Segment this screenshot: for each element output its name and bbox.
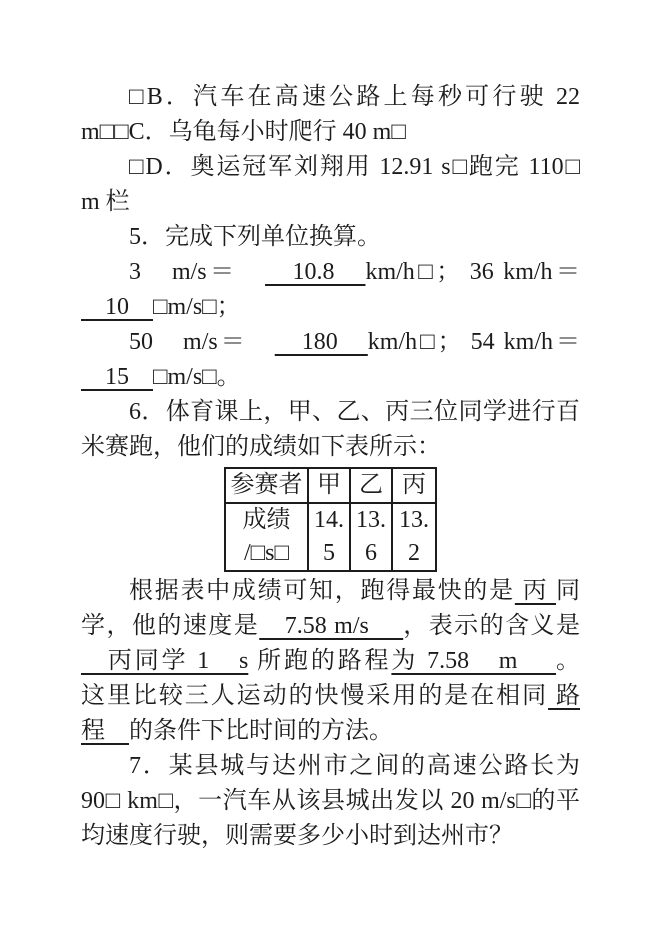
table-row-label: [225, 503, 308, 571]
line-q6-method: [81, 679, 580, 714]
text-run: 米赛跑，他们的成绩如下表所示：: [81, 434, 441, 460]
text-run: ，表示的含义是: [403, 613, 581, 639]
line-option-b: [81, 80, 580, 115]
text-run: 根据表中成绩可知，跑得最快的是: [129, 578, 515, 604]
answer-blank: 10.8: [265, 259, 366, 285]
score-value-jia: 14.5: [308, 503, 350, 571]
text-run: □D．奥运冠军刘翔用 12.91 s□跑完 110□: [129, 154, 580, 180]
line-q5-conversion-1: [81, 255, 580, 290]
answer-blank: 10: [81, 294, 153, 320]
line-q6-fill-3: [81, 644, 580, 679]
answer-blank: 丙: [514, 578, 557, 604]
line-q5-conversion-2-cont: [81, 360, 580, 395]
answer-blank: 7.58 m/s: [259, 613, 404, 639]
table-values-row: [225, 503, 436, 571]
answer-blank: 路: [548, 683, 581, 709]
score-value-yi: 13.6: [350, 503, 392, 571]
text-run: 。: [556, 648, 581, 674]
answer-blank: 15: [81, 364, 153, 390]
table-header-participant: 参赛者: [225, 468, 308, 503]
line-q7-cont2: [81, 819, 580, 854]
text-run: 这里比较三人运动的快慢采用的是在相同: [81, 683, 549, 709]
line-q6-intro: [81, 395, 580, 430]
text-run: 3 m/s＝: [129, 259, 266, 285]
line-q6-fill-2: [81, 609, 580, 644]
text-run: km/h□； 54 km/h＝: [367, 329, 581, 355]
race-results-table: [224, 467, 437, 572]
text-run: □B．汽车在高速公路上每秒可行驶 22: [129, 84, 580, 110]
answer-blank: 程: [81, 718, 129, 744]
text-run: 90□ km□，一汽车从该县城出发以 20 m/s□的平: [81, 788, 580, 814]
answer-blank: 丙同学 1 s: [81, 648, 249, 674]
line-q7-cont1: [81, 784, 580, 819]
text-run: 的条件下比时间的方法。: [129, 718, 393, 744]
line-q5-conversion-2: [81, 325, 580, 360]
text-run: 6．体育课上，甲、乙、丙三位同学进行百: [129, 399, 580, 425]
line-q7: [81, 749, 580, 784]
line-option-d-cont: [81, 185, 580, 220]
line-option-d: [81, 150, 580, 185]
answer-blank: 为 7.58 m: [391, 648, 557, 674]
score-value-bing: 13.2: [392, 503, 436, 571]
text-run: 均速度行驶，则需要多少小时到达州市？: [81, 823, 513, 849]
line-q6-intro-cont: [81, 430, 580, 465]
text-run: 5．完成下列单位换算。: [129, 224, 381, 250]
document-body: [81, 80, 580, 854]
row-label-line2: /□s□: [244, 540, 289, 566]
table-header-yi: 乙: [350, 468, 392, 503]
text-run: 同: [556, 578, 581, 604]
line-q5-title: [81, 220, 580, 255]
text-run: 学，他的速度是: [81, 613, 260, 639]
table-header-jia: 甲: [308, 468, 350, 503]
text-run: m 栏: [81, 189, 130, 215]
table-header-row: [225, 468, 436, 503]
text-run: 50 m/s＝: [129, 329, 275, 355]
line-q6-fill-1: [81, 574, 580, 609]
text-run: □m/s□；: [153, 294, 241, 320]
answer-blank: 180: [274, 329, 368, 355]
text-run: km/h□； 36 km/h＝: [365, 259, 580, 285]
text-run: m□□C．乌龟每小时爬行 40 m□: [81, 119, 406, 145]
text-run: □m/s□。: [153, 364, 241, 390]
row-label-line1: 成绩: [242, 507, 291, 533]
text-run: 所跑的路程: [248, 648, 392, 674]
text-run: 7．某县城与达州市之间的高速公路长为: [129, 753, 580, 779]
line-q5-conversion-1-cont: [81, 290, 580, 325]
line-option-c: [81, 115, 580, 150]
line-q6-method-cont: [81, 714, 580, 749]
table-header-bing: 丙: [392, 468, 436, 503]
